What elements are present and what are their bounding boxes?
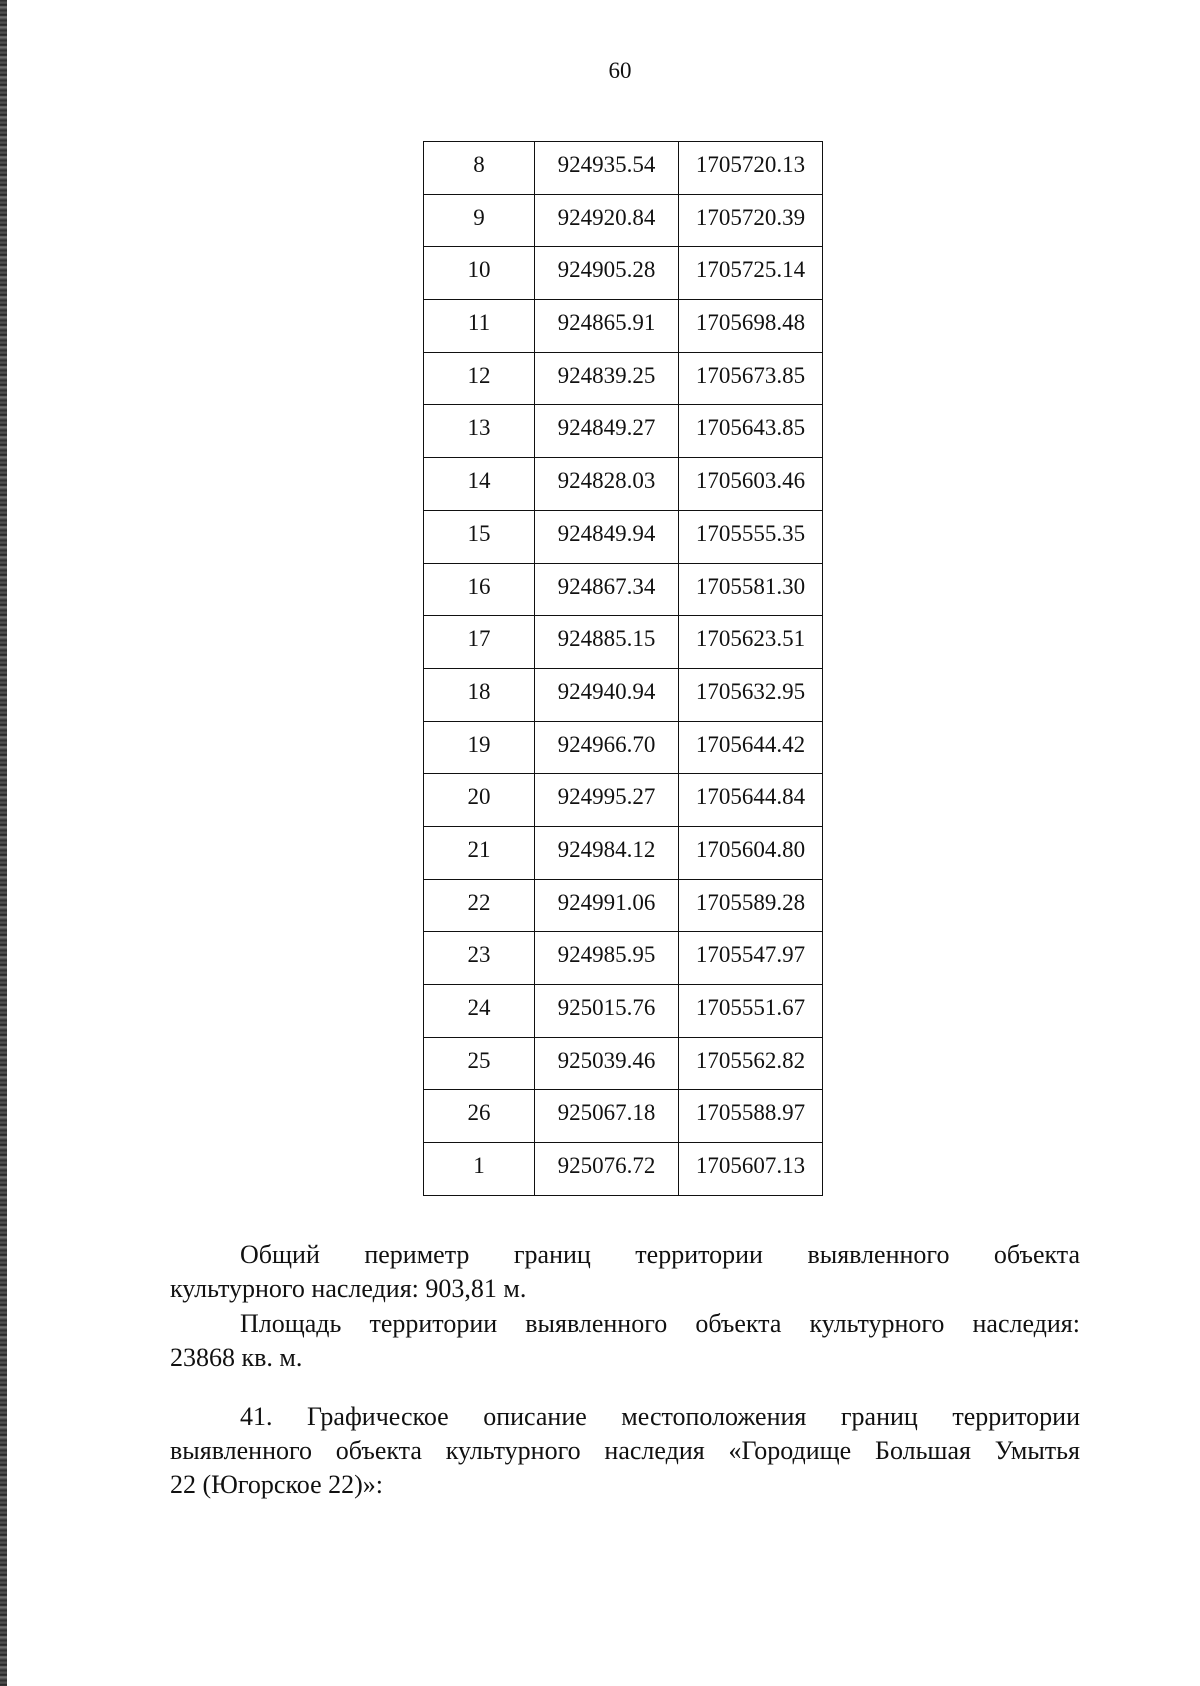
- x-coordinate-cell-text: 924905.28: [557, 257, 656, 283]
- y-coordinate-cell: [679, 1037, 823, 1090]
- y-coordinate-cell: [679, 458, 823, 511]
- point-number-cell: [424, 1090, 535, 1143]
- x-coordinate-cell: [535, 616, 679, 669]
- perimeter-line-2: культурного наследия: 903,81 м.: [170, 1274, 527, 1303]
- y-coordinate-cell-text: 1705632.95: [695, 678, 806, 704]
- scan-edge: [0, 0, 7, 1686]
- x-coordinate-cell-text: 924966.70: [557, 731, 656, 757]
- y-coordinate-cell-text: 1705725.14: [695, 257, 806, 283]
- x-coordinate-cell: [535, 668, 679, 721]
- point-number-cell-text: 24: [467, 995, 491, 1020]
- x-coordinate-cell-text: 925039.46: [557, 1047, 656, 1073]
- x-coordinate-cell: [535, 352, 679, 405]
- y-coordinate-cell-text: 1705720.39: [695, 204, 806, 230]
- x-coordinate-cell-text: 924867.34: [557, 573, 656, 599]
- table-row: [424, 721, 823, 774]
- x-coordinate-cell: [535, 142, 679, 195]
- y-coordinate-cell-text: 1705604.80: [695, 836, 806, 862]
- y-coordinate-cell-text: 1705673.85: [695, 362, 806, 388]
- y-coordinate-cell: [679, 300, 823, 353]
- coordinates-table: [423, 141, 823, 1196]
- point-number-cell: [424, 352, 535, 405]
- point-number-cell-text: 16: [467, 573, 491, 599]
- table-row: [424, 510, 823, 563]
- y-coordinate-cell-text: 1705644.84: [695, 784, 806, 810]
- y-coordinate-cell: [679, 774, 823, 827]
- y-coordinate-cell: [679, 194, 823, 247]
- y-coordinate-cell: [679, 563, 823, 616]
- table-row: [424, 668, 823, 721]
- point-number-cell: [424, 458, 535, 511]
- y-coordinate-cell: [679, 932, 823, 985]
- x-coordinate-cell-text: 925015.76: [557, 995, 656, 1020]
- point-number-cell: [424, 1037, 535, 1090]
- x-coordinate-cell: [535, 405, 679, 458]
- point-number-cell: [424, 668, 535, 721]
- y-coordinate-cell-text: 1705607.13: [695, 1153, 806, 1179]
- x-coordinate-cell: [535, 879, 679, 932]
- x-coordinate-cell-text: 924885.15: [557, 626, 656, 652]
- x-coordinate-cell-text: 924935.54: [557, 152, 656, 177]
- table-row: [424, 563, 823, 616]
- table-row: [424, 826, 823, 879]
- point-number-cell-text: 1: [473, 1153, 485, 1179]
- point-number-cell: [424, 247, 535, 300]
- x-coordinate-cell: [535, 721, 679, 774]
- perimeter-paragraph: [170, 1238, 1080, 1306]
- point-number-cell-text: 22: [467, 889, 491, 915]
- point-number-cell: [424, 1143, 535, 1196]
- point-number-cell-text: 23: [467, 942, 491, 968]
- table-row: [424, 616, 823, 669]
- table-row: [424, 458, 823, 511]
- y-coordinate-cell-text: 1705623.51: [695, 626, 806, 652]
- point-number-cell: [424, 826, 535, 879]
- point-number-cell: [424, 300, 535, 353]
- point-number-cell: [424, 142, 535, 195]
- point-number-cell: [424, 510, 535, 563]
- x-coordinate-cell: [535, 1090, 679, 1143]
- x-coordinate-cell: [535, 1037, 679, 1090]
- point-number-cell-text: 15: [467, 520, 491, 546]
- y-coordinate-cell-text: 1705555.35: [695, 520, 806, 546]
- y-coordinate-cell: [679, 1090, 823, 1143]
- area-paragraph: [170, 1307, 1080, 1375]
- point-number-cell-text: 11: [467, 310, 491, 336]
- table-row: [424, 932, 823, 985]
- y-coordinate-cell-text: 1705547.97: [695, 942, 806, 968]
- y-coordinate-cell: [679, 247, 823, 300]
- perimeter-line-1: Общий периметр границ территории выявленного объекта: [240, 1240, 1080, 1269]
- table-row: [424, 1143, 823, 1196]
- x-coordinate-cell-text: 925076.72: [557, 1153, 656, 1179]
- point-number-cell-text: 26: [467, 1100, 491, 1126]
- point-number-cell: [424, 616, 535, 669]
- x-coordinate-cell: [535, 510, 679, 563]
- point-number-cell: [424, 194, 535, 247]
- point-number-cell-text: 21: [467, 836, 491, 862]
- coordinates-table-body: [424, 142, 823, 1196]
- x-coordinate-cell-text: 924839.25: [557, 362, 656, 388]
- item-41-paragraph: [170, 1400, 1080, 1502]
- table-row: [424, 985, 823, 1038]
- y-coordinate-cell-text: 1705720.13: [695, 152, 806, 177]
- x-coordinate-cell-text: 924828.03: [557, 468, 656, 494]
- x-coordinate-cell-text: 924991.06: [557, 889, 656, 915]
- x-coordinate-cell-text: 924849.94: [557, 520, 656, 546]
- item-41-line-1: 41. Графическое описание местоположения границ территории: [240, 1402, 1080, 1431]
- y-coordinate-cell: [679, 721, 823, 774]
- x-coordinate-cell-text: 924985.95: [557, 942, 656, 968]
- table-row: [424, 142, 823, 195]
- x-coordinate-cell-text: 924920.84: [557, 204, 656, 230]
- table-row: [424, 247, 823, 300]
- point-number-cell: [424, 405, 535, 458]
- y-coordinate-cell-text: 1705603.46: [695, 468, 806, 494]
- y-coordinate-cell: [679, 985, 823, 1038]
- x-coordinate-cell: [535, 247, 679, 300]
- y-coordinate-cell: [679, 510, 823, 563]
- x-coordinate-cell: [535, 458, 679, 511]
- table-row: [424, 879, 823, 932]
- y-coordinate-cell-text: 1705551.67: [695, 995, 806, 1020]
- y-coordinate-cell: [679, 879, 823, 932]
- x-coordinate-cell: [535, 932, 679, 985]
- y-coordinate-cell-text: 1705581.30: [695, 573, 806, 599]
- table-row: [424, 1037, 823, 1090]
- item-41-line-3: 22 (Югорское 22)»:: [170, 1470, 383, 1499]
- point-number-cell-text: 10: [467, 257, 491, 283]
- area-line-2: 23868 кв. м.: [170, 1343, 303, 1372]
- point-number-cell: [424, 985, 535, 1038]
- point-number-cell-text: 14: [467, 468, 491, 494]
- page-number: 60: [608, 58, 632, 83]
- y-coordinate-cell-text: 1705562.82: [695, 1047, 806, 1073]
- y-coordinate-cell-text: 1705588.97: [695, 1100, 806, 1126]
- y-coordinate-cell-text: 1705589.28: [695, 889, 806, 915]
- point-number-cell: [424, 879, 535, 932]
- x-coordinate-cell-text: 924940.94: [557, 678, 656, 704]
- point-number-cell: [424, 932, 535, 985]
- y-coordinate-cell: [679, 405, 823, 458]
- point-number-cell: [424, 563, 535, 616]
- table-row: [424, 194, 823, 247]
- x-coordinate-cell: [535, 194, 679, 247]
- point-number-cell-text: 8: [473, 152, 485, 177]
- x-coordinate-cell: [535, 826, 679, 879]
- point-number-cell-text: 25: [467, 1047, 491, 1073]
- point-number-cell-text: 13: [467, 415, 491, 441]
- point-number-cell-text: 18: [467, 678, 491, 704]
- point-number-cell-text: 17: [467, 626, 491, 652]
- y-coordinate-cell: [679, 1143, 823, 1196]
- y-coordinate-cell-text: 1705643.85: [695, 415, 806, 441]
- y-coordinate-cell: [679, 352, 823, 405]
- x-coordinate-cell-text: 924849.27: [557, 415, 656, 441]
- table-row: [424, 405, 823, 458]
- x-coordinate-cell: [535, 774, 679, 827]
- y-coordinate-cell-text: 1705644.42: [695, 731, 806, 757]
- y-coordinate-cell: [679, 142, 823, 195]
- area-line-1: Площадь территории выявленного объекта культурного наследия:: [240, 1309, 1080, 1338]
- y-coordinate-cell-text: 1705698.48: [695, 310, 806, 336]
- y-coordinate-cell: [679, 826, 823, 879]
- x-coordinate-cell: [535, 1143, 679, 1196]
- x-coordinate-cell-text: 925067.18: [557, 1100, 656, 1126]
- table-row: [424, 300, 823, 353]
- point-number-cell-text: 20: [467, 784, 491, 810]
- point-number-cell: [424, 721, 535, 774]
- x-coordinate-cell: [535, 563, 679, 616]
- point-number-cell: [424, 774, 535, 827]
- point-number-cell-text: 19: [467, 731, 491, 757]
- y-coordinate-cell: [679, 616, 823, 669]
- table-row: [424, 352, 823, 405]
- y-coordinate-cell: [679, 668, 823, 721]
- table-row: [424, 774, 823, 827]
- x-coordinate-cell-text: 924984.12: [557, 836, 656, 862]
- x-coordinate-cell-text: 924865.91: [557, 310, 656, 336]
- x-coordinate-cell-text: 924995.27: [557, 784, 656, 810]
- x-coordinate-cell: [535, 985, 679, 1038]
- point-number-cell-text: 12: [467, 362, 491, 388]
- table-row: [424, 1090, 823, 1143]
- x-coordinate-cell: [535, 300, 679, 353]
- point-number-cell-text: 9: [473, 204, 485, 230]
- item-41-line-2: выявленного объекта культурного наследия «Городище Большая Умытья: [170, 1436, 1080, 1465]
